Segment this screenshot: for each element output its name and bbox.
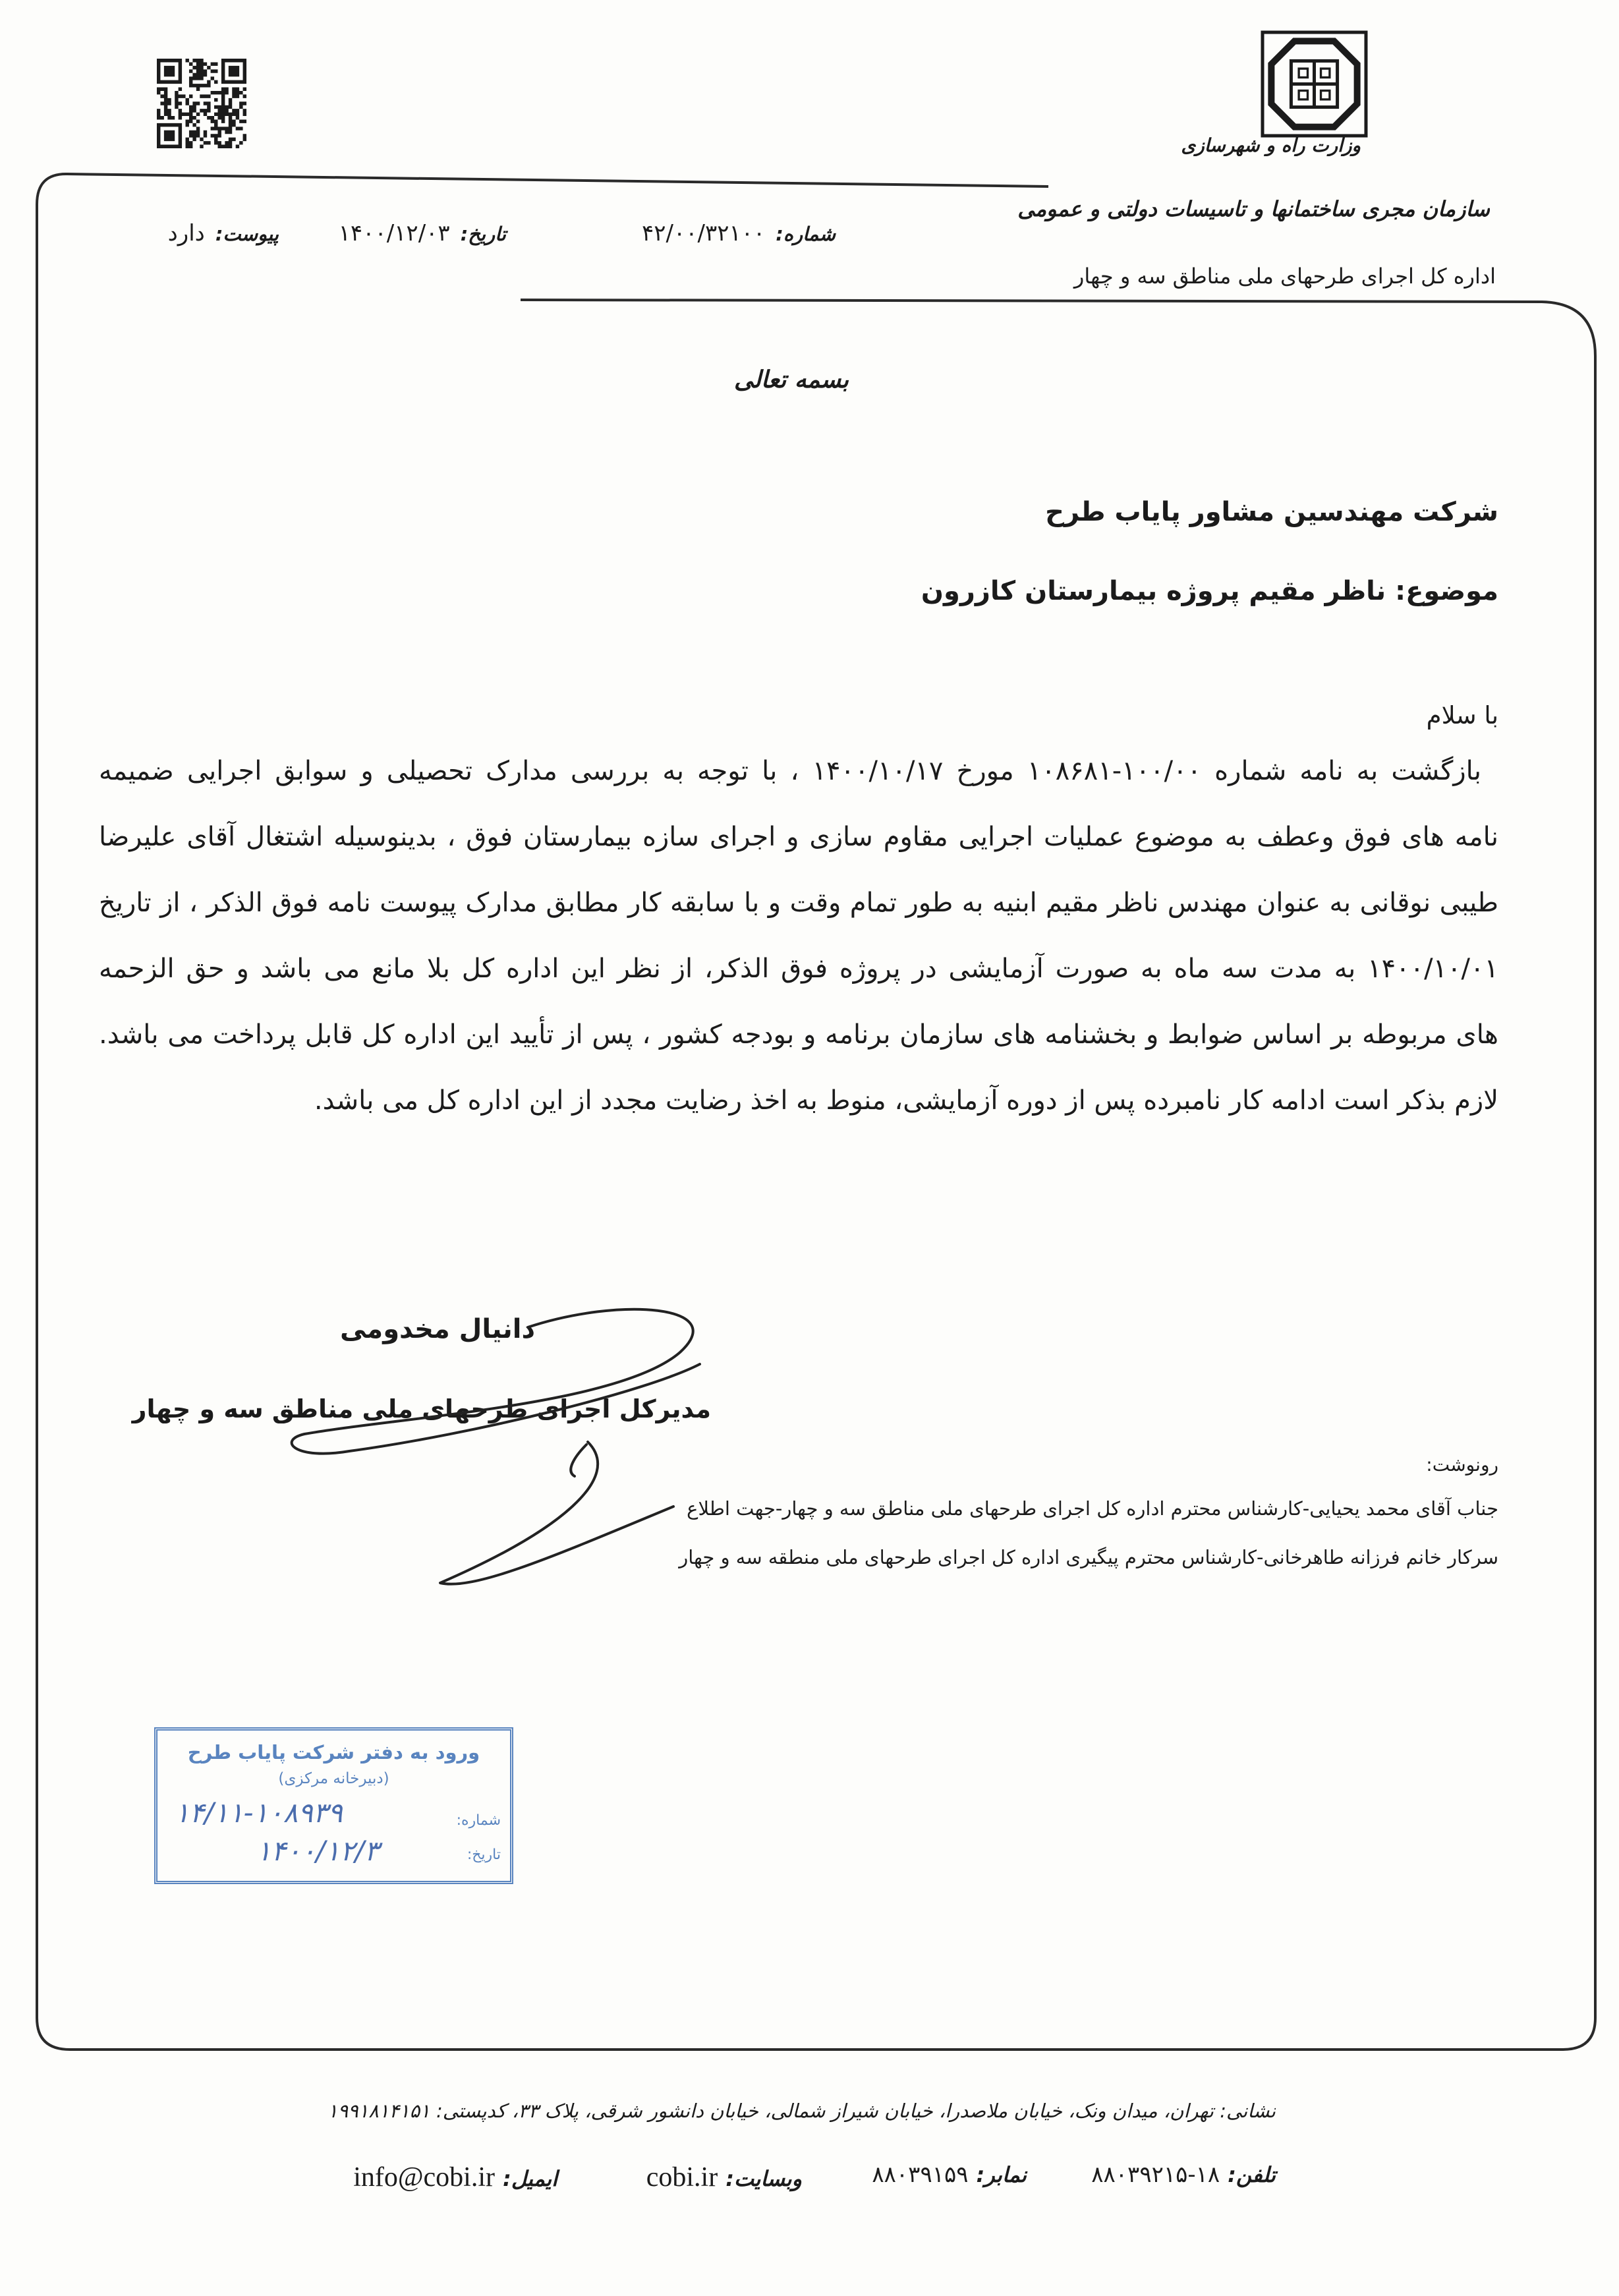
footer-phone-label: تلفن: [1228,2162,1276,2187]
subject: موضوع: ناظر مقیم پروژه بیمارستان کازرون [921,576,1498,606]
footer-email-label: ایمیل: [503,2166,557,2191]
cc-recipient: سرکار خانم فرزانه طاهرخانی-کارشناس محترم پیگیری اداره کل اجرای طرحهای ملی منطقه سه و چهار [679,1546,1498,1568]
body-line: بازگشت به نامه شماره ۱۰۰/۰۰-۱۰۸۶۸۱ مورخ ۱۴۰۰/۱۰/۱۷ ، با توجه به بررسی مدارک تحصیلی و سوابق اجرایی ضمیمه [99,756,1482,786]
footer-fax [872,2162,1027,2188]
footer-address: نشانی: تهران، میدان ونک، خیابان ملاصدرا، خیابان شیراز شمالی، خیابان دانشور شرقی، پلاک ۳۳، کدپستی: ۱۹۹۱۸۱۴۱۵۱ [327,2100,1276,2122]
recipient: شرکت مهندسین مشاور پایاب طرح [1045,497,1498,527]
letter-number-value: ۴۲/۰۰/۳۲۱۰۰ [642,220,766,246]
signatory-name: دانیال مخدومی [339,1314,535,1344]
stamp-title: ورود به دفتر شرکت پایاب طرح [187,1741,480,1764]
stamp-handwritten-number: ۱۴/۱۱-۱۰۸۹۳۹ [175,1796,343,1829]
stamp-subtitle: (دبیرخانه مرکزی) [278,1770,389,1787]
greeting: با سلام [1426,701,1498,730]
body-line: نامه های فوق وعطف به موضوع عملیات اجرایی مقاوم سازی و اجرای سازه بیمارستان فوق ، بدینوسیله اشتغال آقای علیرضا [99,822,1498,852]
letter-date-label: تاریخ: [460,223,506,245]
stamp-handwritten-date: ۱۴۰۰/۱۲/۳ [256,1835,380,1867]
footer-fax-label: نمابر: [976,2162,1027,2187]
footer-phone-value: ۸۸۰۳۹۲۱۵-۱۸ [1091,2162,1220,2188]
letter-number [642,220,836,246]
letter-attachment-value: دارد [167,220,205,246]
ministry-name: وزارت راه و شهرسازی [1181,134,1361,156]
stamp-date-label: تاریخ: [467,1847,501,1863]
organization-name: سازمان مجری ساختمانها و تاسیسات دولتی و عمومی [1017,196,1490,221]
footer-email-value: info@cobi.ir [353,2162,496,2193]
letter-number-label: شماره: [776,223,836,245]
footer-phone [1091,2162,1276,2188]
letter-body [99,738,1498,1134]
body-line: های مربوطه بر اساس ضوابط و بخشنامه های سازمان برنامه و بودجه کشور ، پس از تأیید این اداره کل قابل پرداخت می باشد. [99,1019,1498,1050]
letter-attachment [168,220,279,246]
footer-website-value: cobi.ir [646,2162,718,2193]
letter-attachment-label: پیوست: [215,223,279,245]
footer-fax-value: ۸۸۰۳۹۱۵۹ [872,2162,969,2188]
qr-code-icon [157,59,246,148]
body-line: ۱۴۰۰/۱۰/۰۱ به مدت سه ماه به صورت آزمایشی در پروژه فوق الذکر، از نظر این اداره کل بلا مانع می باشد و حق الزحمه [99,954,1498,984]
letter-date-value: ۱۴۰۰/۱۲/۰۳ [338,220,450,246]
stamp-number-label: شماره: [456,1812,501,1829]
footer-email [353,2162,557,2193]
invocation: بسمه تعالی [733,366,849,393]
cc-recipient: جناب آقای محمد یحیایی-کارشناس محترم اداره کل اجرای طرحهای ملی مناطق سه و چهار-جهت اطلاع [687,1497,1498,1520]
letter-date [339,220,506,246]
body-line: طیبی نوقانی به عنوان مهندس ناظر مقیم ابنیه به طور تمام وقت و با سابقه کار مطابق مدارک پیوست نامه فوق الذکر ، از تاریخ [99,888,1498,918]
footer-website [646,2162,802,2193]
body-line: لازم بذکر است ادامه کار نامبرده پس از دوره آزمایشی، منوط به اخذ رضایت مجدد از این اداره کل می باشد. [314,1085,1498,1116]
window-grid-logo-icon [1258,29,1371,139]
cc-label: رونوشت: [1426,1454,1498,1476]
signatory-title: مدیرکل اجرای طرحهای ملی مناطق سه و چهار [132,1394,711,1423]
department-name: اداره کل اجرای طرحهای ملی مناطق سه و چهار [1073,264,1496,289]
received-stamp [154,1727,513,1884]
footer-website-label: وبسایت: [725,2166,802,2191]
